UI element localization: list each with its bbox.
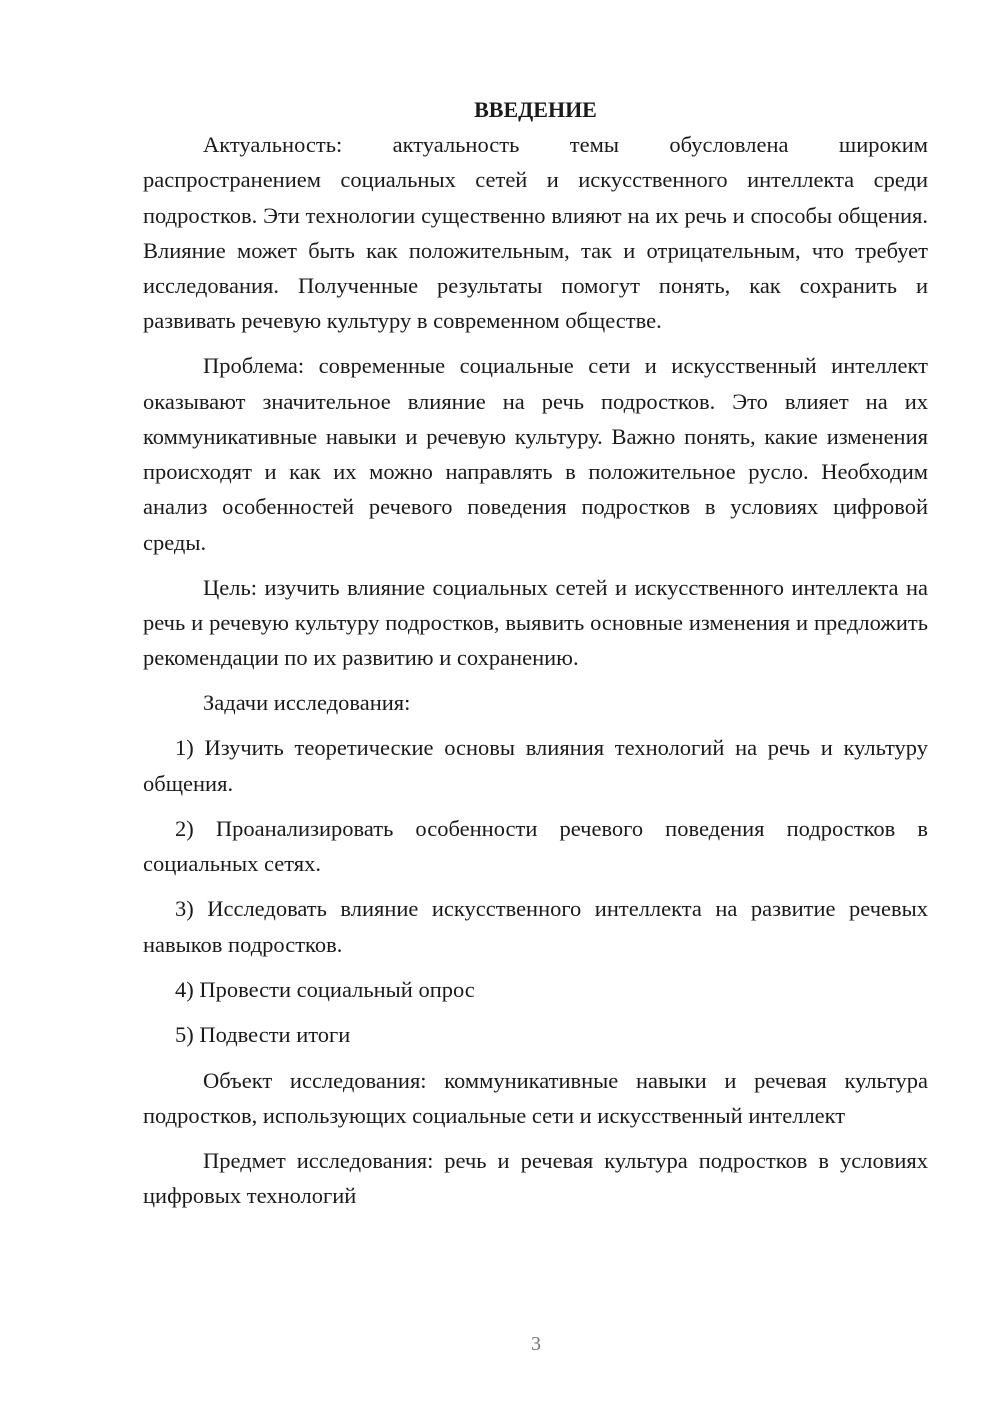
object-paragraph: Объект исследования: коммуникативные навыки и речевая культура подростков, использующих социальные сети и искусственный интеллект bbox=[143, 1067, 928, 1128]
section-heading: ВВЕДЕНИЕ bbox=[474, 97, 597, 122]
tasks-title: Задачи исследования: bbox=[203, 689, 411, 715]
task-item: 2) Проанализировать особенности речевого поведения подростков в социальных сетях. bbox=[143, 815, 928, 877]
relevance-paragraph: Актуальность: актуальность темы обусловлена широким распространением социальных сетей и искусственного интеллекта среди подростков. Эти технологии существенно влияют на их речь и способы общения. Влияние может быть как положительным, так и отрицательным, что требует исследования. Полученные результаты помогут понять, как сохранить и развивать речевую культуру в современном обществе. bbox=[143, 132, 928, 334]
task-item: 4) Провести социальный опрос bbox=[175, 977, 475, 1003]
task-item: 5) Подвести итоги bbox=[175, 1022, 351, 1048]
page-number: 3 bbox=[531, 1333, 541, 1355]
task-item: 1) Изучить теоретические основы влияния технологий на речь и культуру общения. bbox=[143, 735, 928, 796]
subject-paragraph: Предмет исследования: речь и речевая культура подростков в условиях цифровых технологий bbox=[143, 1147, 928, 1209]
document-page bbox=[143, 92, 928, 1223]
problem-paragraph: Проблема: современные социальные сети и искусственный интеллект оказывают значительное влияние на речь подростков. Это влияет на их коммуникативные навыки и речевую культуру. Важно понять, какие изменения происходят и как их можно направлять в положительное русло. Необходим анализ особенностей речевого поведения подростков в условиях цифровой среды. bbox=[143, 353, 928, 555]
task-item: 3) Исследовать влияние искусственного интеллекта на развитие речевых навыков подростков. bbox=[143, 896, 928, 957]
goal-paragraph: Цель: изучить влияние социальных сетей и искусственного интеллекта на речь и речевую культуру подростков, выявить основные изменения и предложить рекомендации по их развитию и сохранению. bbox=[143, 574, 928, 671]
